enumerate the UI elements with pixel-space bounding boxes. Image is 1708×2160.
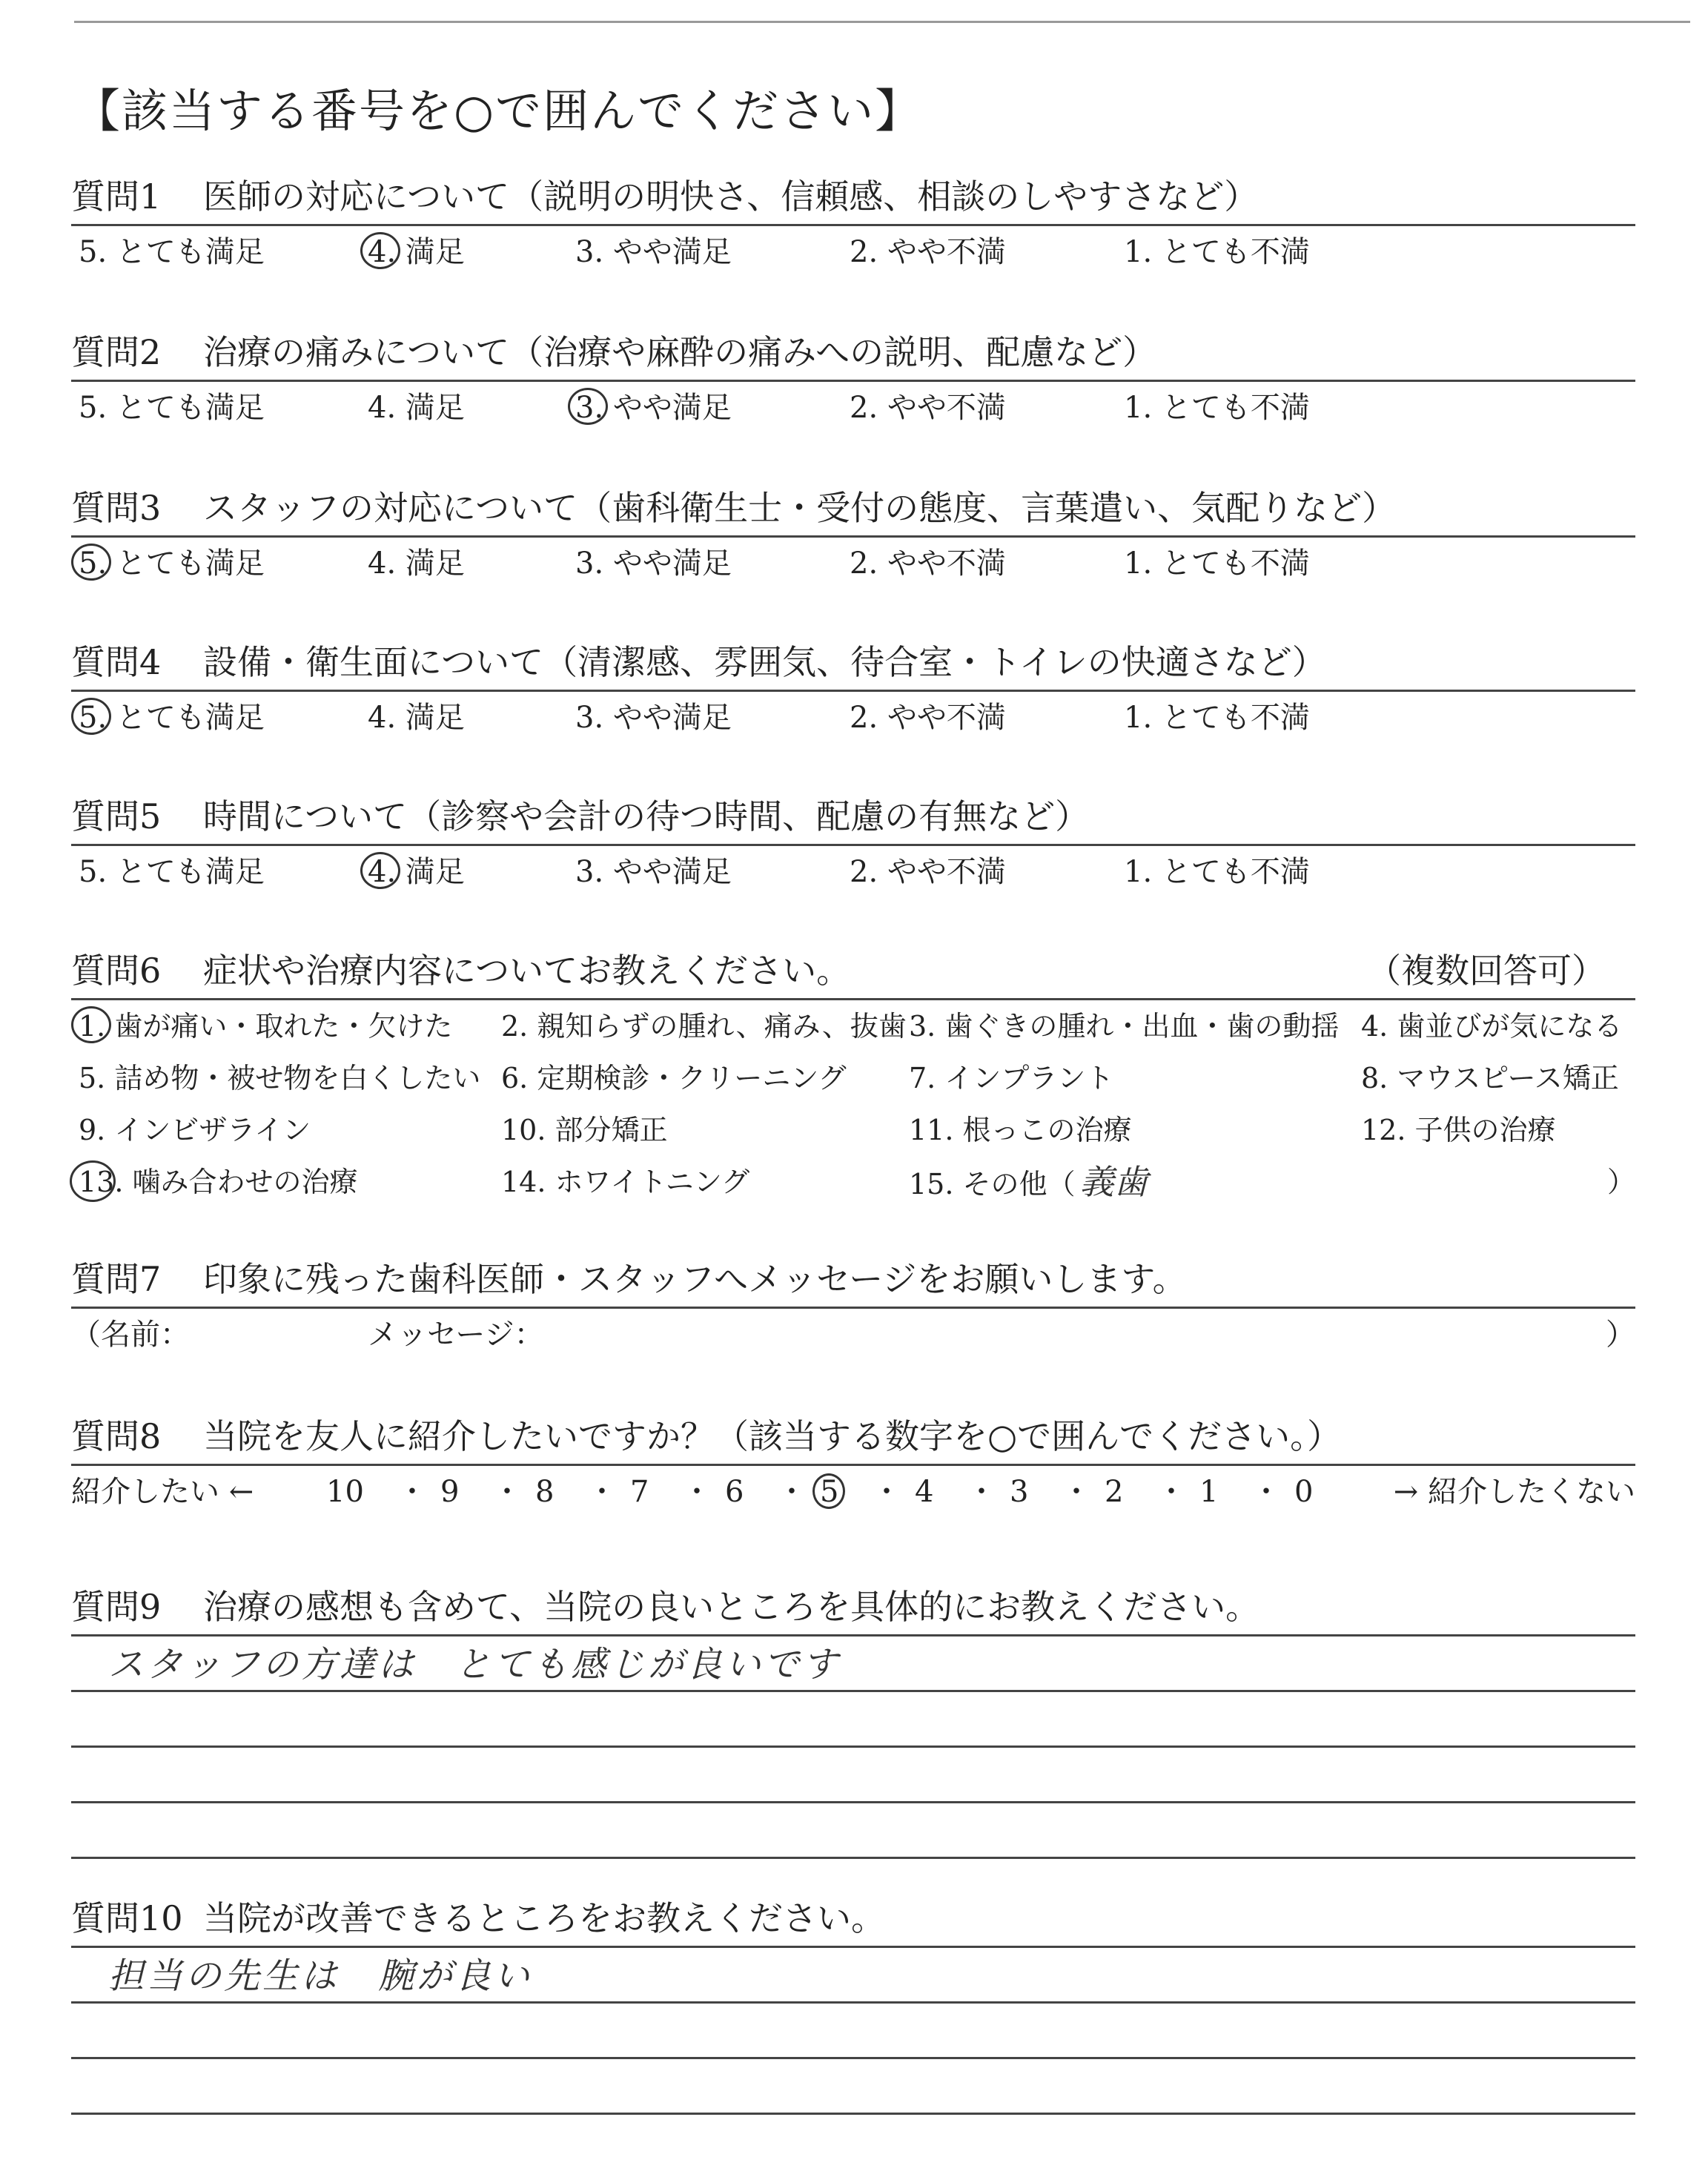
selection-circle [70,1160,116,1202]
question-title [71,1581,1635,1633]
scale-dot: ・ [1156,1475,1186,1509]
symptom-option-1[interactable]: 1. 歯が痛い・取れた・欠けた [79,1000,452,1052]
close-paren: ） [1606,1166,1635,1198]
option-2[interactable]: 2. やや不満 [850,546,1006,581]
question-text: 症状や治療内容についてお教えください。 [203,951,851,991]
question-title [71,636,1635,688]
option-1[interactable]: 1. とても不満 [1124,546,1310,581]
question-7 [71,1253,1635,1361]
option-5[interactable]: 5. とても満足 [79,235,265,269]
option-5[interactable]: 5. とても満足 [79,391,265,425]
option-2[interactable]: 2. やや不満 [850,855,1006,889]
option-1[interactable]: 1. とても不満 [1124,855,1310,889]
selection-circle [71,1006,111,1043]
option-3[interactable]: 3. やや満足 [575,855,732,889]
option-2[interactable]: 2. やや不満 [850,391,1006,425]
option-3[interactable]: 3. やや満足 [575,382,732,434]
scale-dot: ・ [587,1475,617,1509]
symptom-option-9[interactable]: 9. インビザライン [79,1114,311,1146]
scale-3[interactable]: 3 [1010,1475,1029,1509]
scale-5[interactable]: 5 [820,1466,838,1518]
question-text: 治療の痛みについて（治療や麻酔の痛みへの説明、配慮など） [203,332,1157,372]
symptom-row-3 [71,1104,1635,1156]
symptom-option-12[interactable]: 12. 子供の治療 [1361,1114,1556,1146]
symptom-option-7[interactable]: 7. インプラント [909,1062,1114,1094]
answer-line[interactable] [71,1803,1635,1859]
question-8 [71,1410,1635,1518]
scale-dot: ・ [777,1475,807,1509]
scale-dot: ・ [1251,1475,1281,1509]
option-3[interactable]: 3. やや満足 [575,235,732,269]
selection-circle [568,388,608,425]
scale-1[interactable]: 1 [1199,1475,1219,1509]
option-5[interactable]: 5. とても満足 [79,538,265,589]
scale-4[interactable]: 4 [915,1475,934,1509]
name-label: （名前： [71,1318,190,1352]
scale-dot: ・ [1062,1475,1091,1509]
message-fields [71,1309,1635,1361]
question-title [71,482,1635,534]
question-text: 当院が改善できるところをお教えください。 [203,1898,885,1938]
scale-10[interactable]: 10 [326,1475,364,1509]
answer-line[interactable] [71,1948,1635,2004]
symptom-option-6[interactable]: 6. 定期検診・クリーニング [501,1062,847,1094]
form-heading: 【該当する番号を○で囲んでください】 [74,84,923,138]
symptom-option-3[interactable]: 3. 歯ぐきの腫れ・出血・歯の動揺 [909,1010,1340,1043]
option-4[interactable]: 4. 満足 [368,846,465,898]
symptom-option-13[interactable]: 13. 噛み合わせの治療 [79,1156,358,1208]
question-text: 当院を友人に紹介したいですか？（該当する数字を○で囲んでください。） [203,1416,1342,1456]
option-5[interactable]: 5. とても満足 [79,692,265,744]
question-10 [71,1892,1635,2115]
question-title [71,945,1635,997]
scale-dot: ・ [492,1475,522,1509]
question-number: 質問3 [71,488,162,528]
selection-circle [71,544,111,581]
symptom-option-15[interactable]: 15. その他（ 義歯 [909,1162,1148,1202]
option-4[interactable]: 4. 満足 [368,391,465,425]
question-number: 質問1 [71,176,162,217]
answer-lines [71,1948,1635,2115]
question-title [71,1410,1635,1462]
rating-options [71,226,1635,278]
close-paren: ） [1606,1318,1635,1352]
question-text: 医師の対応について（説明の明快さ、信頼感、相談のしやすさなど） [203,176,1259,217]
multiple-answers-note: （複数回答可） [1367,951,1606,991]
option-1[interactable]: 1. とても不満 [1124,235,1310,269]
symptom-row-2 [71,1052,1635,1104]
symptom-option-8[interactable]: 8. マウスピース矯正 [1361,1062,1619,1094]
message-label: メッセージ： [368,1318,544,1352]
selection-circle [71,698,111,735]
symptom-option-5[interactable]: 5. 詰め物・被せ物を白くしたい [79,1062,481,1094]
handwritten-answer: 担当の先生は 腕が良い [108,1955,533,1997]
question-number: 質問8 [71,1416,162,1456]
question-title [71,790,1635,842]
other-handwritten-answer: 義歯 [1079,1162,1148,1202]
question-number: 質問9 [71,1587,162,1627]
question-9 [71,1581,1635,1859]
rating-options [71,846,1635,898]
answer-lines [71,1636,1635,1859]
scale-dot: ・ [682,1475,712,1509]
selection-circle [360,852,400,889]
option-1[interactable]: 1. とても不満 [1124,391,1310,425]
question-3 [71,482,1635,589]
question-title [71,326,1635,378]
scale-dot: ・ [872,1475,901,1509]
symptom-option-14[interactable]: 14. ホワイトニング [501,1166,750,1198]
question-text: スタッフの対応について（歯科衛生士・受付の態度、言葉遣い、気配りなど） [203,488,1397,528]
answer-line[interactable] [71,1748,1635,1803]
question-text: 設備・衛生面について（清潔感、雰囲気、待合室・トイレの快適さなど） [203,642,1326,682]
question-text: 治療の感想も含めて、当院の良いところを具体的にお教えください。 [203,1587,1260,1627]
question-title [71,1892,1635,1944]
question-6 [71,945,1635,1208]
scale-right-label: → 紹介したくない [1393,1475,1635,1509]
question-number: 質問10 [71,1898,183,1938]
option-3[interactable]: 3. やや満足 [575,546,732,581]
answer-line[interactable] [71,2059,1635,2115]
scale-0[interactable]: 0 [1294,1475,1314,1509]
scale-dot: ・ [397,1475,427,1509]
option-4[interactable]: 4. 満足 [368,546,465,581]
question-number: 質問7 [71,1259,162,1299]
rating-options [71,538,1635,589]
symptom-option-4[interactable]: 4. 歯並びが気になる [1361,1010,1623,1043]
scale-2[interactable]: 2 [1105,1475,1124,1509]
option-2[interactable]: 2. やや不満 [850,701,1006,735]
top-border [74,21,1690,23]
selection-circle [812,1473,845,1509]
question-4 [71,636,1635,744]
option-3[interactable]: 3. やや満足 [575,701,732,735]
option-4[interactable]: 4. 満足 [368,701,465,735]
option-2[interactable]: 2. やや不満 [850,235,1006,269]
selection-circle [360,232,400,269]
handwritten-answer: スタッフの方達は とても感じが良いです [108,1644,841,1685]
option-1[interactable]: 1. とても不満 [1124,701,1310,735]
question-number: 質問6 [71,951,162,991]
scale-dot: ・ [967,1475,996,1509]
question-number: 質問4 [71,642,162,682]
answer-line[interactable] [71,1692,1635,1748]
question-text: 時間について（診察や会計の待つ時間、配慮の有無など） [203,796,1090,836]
symptom-option-10[interactable]: 10. 部分矯正 [501,1114,668,1146]
symptom-option-11[interactable]: 11. 根っこの治療 [909,1114,1132,1146]
question-title [71,171,1635,222]
scale-7[interactable]: 7 [630,1475,649,1509]
symptom-row-1 [71,1000,1635,1052]
scale-8[interactable]: 8 [535,1475,555,1509]
answer-line[interactable] [71,2004,1635,2059]
question-5 [71,790,1635,898]
question-text: 印象に残った歯科医師・スタッフへメッセージをお願いします。 [203,1259,1187,1299]
rating-options [71,692,1635,744]
option-4[interactable]: 4. 満足 [368,226,465,278]
question-2 [71,326,1635,434]
question-title [71,1253,1635,1305]
symptom-row-4 [71,1156,1635,1208]
question-number: 質問2 [71,332,162,372]
scale-6[interactable]: 6 [725,1475,744,1509]
scale-left-label: 紹介したい ← [71,1475,254,1509]
scale-9[interactable]: 9 [440,1475,460,1509]
rating-options [71,382,1635,434]
symptom-option-2[interactable]: 2. 親知らずの腫れ、痛み、抜歯 [501,1010,907,1043]
option-5[interactable]: 5. とても満足 [79,855,265,889]
question-1 [71,171,1635,278]
question-number: 質問5 [71,796,162,836]
answer-line[interactable] [71,1636,1635,1692]
recommend-scale [71,1466,1635,1518]
